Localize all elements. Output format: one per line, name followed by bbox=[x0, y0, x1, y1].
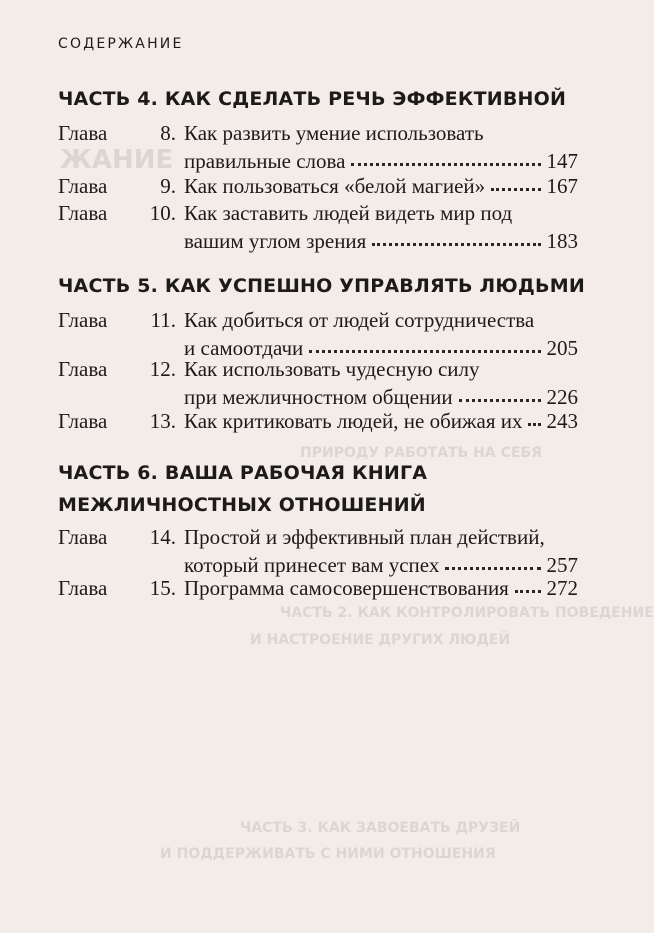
chapter-number: 12. bbox=[149, 357, 176, 381]
chapter-title-line: Как заставить людей видеть мир под bbox=[184, 201, 513, 225]
toc-entry-chapter-15 bbox=[58, 574, 578, 602]
show-through-6: И ПОДДЕРЖИВАТЬ С НИМИ ОТНОШЕНИЯ bbox=[160, 846, 496, 862]
part-4-title bbox=[58, 83, 566, 115]
dot-leader bbox=[459, 395, 541, 402]
dot-leader bbox=[445, 563, 540, 570]
dot-leader bbox=[491, 184, 540, 191]
chapter-title-line: Как критиковать людей, не обижая их bbox=[184, 409, 523, 433]
chapter-title-line: при межличностном общении bbox=[184, 385, 453, 409]
show-through-4: И НАСТРОЕНИЕ ДРУГИХ ЛЮДЕЙ bbox=[250, 632, 511, 648]
chapter-number: 13. bbox=[149, 409, 176, 433]
toc-entry-chapter-8 bbox=[58, 119, 578, 175]
chapter-title-line: и самоотдачи bbox=[184, 336, 304, 360]
chapter-title-line: правильные слова bbox=[184, 149, 346, 173]
page-number: 183 bbox=[546, 229, 578, 253]
chapter-label: Глава bbox=[58, 409, 108, 433]
page-number: 167 bbox=[546, 174, 578, 198]
chapter-label: Глава bbox=[58, 525, 108, 549]
part-title-line: ЧАСТЬ 6. ВАША РАБОЧАЯ КНИГА bbox=[58, 462, 428, 484]
chapter-number: 15. bbox=[149, 576, 176, 600]
chapter-title-line: Программа самосовершенствования bbox=[184, 576, 509, 600]
page-number: 147 bbox=[546, 149, 578, 173]
chapter-number: 9. bbox=[160, 174, 176, 198]
toc-entry-chapter-10 bbox=[58, 199, 578, 255]
toc-header: СОДЕРЖАНИЕ bbox=[58, 36, 184, 52]
chapter-title-line: Простой и эффективный план действий, bbox=[184, 525, 545, 549]
part-title-line: ЧАСТЬ 5. КАК УСПЕШНО УПРАВЛЯТЬ ЛЮДЬМИ bbox=[58, 275, 585, 297]
chapter-title-line: вашим углом зрения bbox=[184, 229, 367, 253]
chapter-number: 11. bbox=[150, 308, 176, 332]
page-number: 272 bbox=[546, 576, 578, 600]
chapter-number: 14. bbox=[149, 525, 176, 549]
dot-leader bbox=[372, 239, 540, 246]
dot-leader bbox=[528, 419, 540, 426]
chapter-title-line: Как добиться от людей сотрудничества bbox=[184, 308, 535, 332]
show-through-1: ЖАНИЕ bbox=[60, 145, 174, 175]
part-title-line: МЕЖЛИЧНОСТНЫХ ОТНОШЕНИЙ bbox=[58, 494, 426, 516]
part-5-title bbox=[58, 270, 585, 302]
chapter-number: 10. bbox=[149, 201, 176, 225]
dot-leader bbox=[351, 159, 540, 166]
part-title-line: ЧАСТЬ 4. КАК СДЕЛАТЬ РЕЧЬ ЭФФЕКТИВНОЙ bbox=[58, 88, 567, 110]
chapter-title-line: Как пользоваться «белой магией» bbox=[184, 174, 486, 198]
dot-leader bbox=[309, 346, 540, 353]
toc-entry-chapter-12 bbox=[58, 355, 578, 411]
chapter-label: Глава bbox=[58, 201, 108, 225]
page-number: 257 bbox=[546, 553, 578, 577]
page-number: 205 bbox=[546, 336, 578, 360]
chapter-title-line: Как развить умение использовать bbox=[184, 121, 484, 145]
toc-entry-chapter-9 bbox=[58, 172, 578, 200]
page-number: 226 bbox=[546, 385, 578, 409]
chapter-title-line: который принесет вам успех bbox=[184, 553, 440, 577]
part-6-title bbox=[58, 457, 427, 521]
toc-entry-chapter-11 bbox=[58, 306, 578, 362]
chapter-label: Глава bbox=[58, 174, 108, 198]
chapter-title-line: Как использовать чудесную силу bbox=[184, 357, 480, 381]
toc-entry-chapter-14 bbox=[58, 523, 578, 579]
chapter-label: Глава bbox=[58, 308, 108, 332]
chapter-label: Глава bbox=[58, 576, 108, 600]
show-through-3: ЧАСТЬ 2. КАК КОНТРОЛИРОВАТЬ ПОВЕДЕНИЕ bbox=[280, 605, 654, 621]
toc-entry-chapter-13 bbox=[58, 407, 578, 435]
dot-leader bbox=[515, 586, 541, 593]
chapter-label: Глава bbox=[58, 357, 108, 381]
page-number: 243 bbox=[546, 409, 578, 433]
show-through-2: ПРИРОДУ РАБОТАТЬ НА СЕБЯ bbox=[300, 445, 542, 461]
show-through-5: ЧАСТЬ 3. КАК ЗАВОЕВАТЬ ДРУЗЕЙ bbox=[240, 820, 521, 836]
chapter-number: 8. bbox=[160, 121, 176, 145]
chapter-label: Глава bbox=[58, 121, 108, 145]
